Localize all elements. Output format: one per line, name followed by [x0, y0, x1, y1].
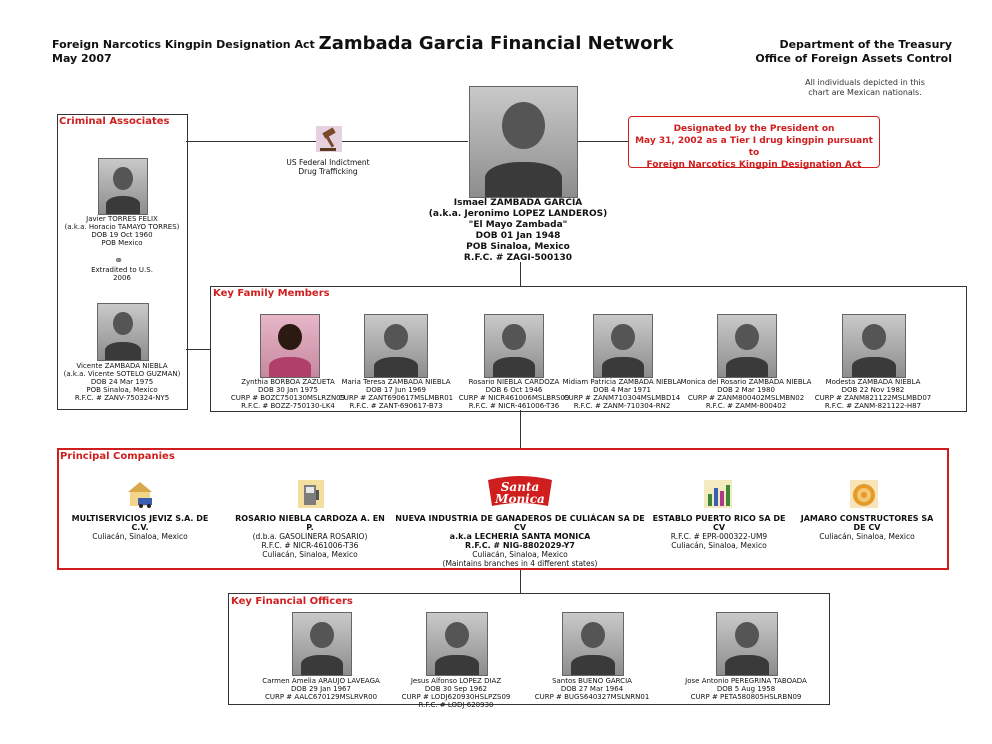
- family-member-curp: CURP # NICR461006MSLBRS09: [458, 394, 570, 402]
- kingpin-aka: (a.k.a. Jeronimo LOPEZ LANDEROS): [428, 209, 608, 219]
- extradition-line-1: Extradited to U.S.: [91, 266, 153, 274]
- officer-name: Santos BUENO GARCIA: [552, 677, 632, 685]
- family-member-dob: DOB 17 Jun 1969: [365, 386, 427, 394]
- family-member-curp: CURP # BOZC750130MSLRZN09: [230, 394, 346, 402]
- extradition-year: 2006: [113, 274, 131, 282]
- family-member-rfc: R.F.C. # ZANM-821122-H87: [824, 402, 922, 410]
- family-member-name: Zynthia BORBOA ZAZUETA: [241, 378, 335, 386]
- company-name: MULTISERVICIOS JEVIZ S.A. DE C.V.: [71, 514, 209, 532]
- officer-caption: [258, 677, 384, 701]
- company-location: Culiacán, Sinaloa, Mexico: [671, 541, 767, 550]
- connector-line: [576, 141, 628, 142]
- designation-line-1: Designated by the President on: [673, 124, 835, 134]
- kingpin-pob: POB Sinaloa, Mexico: [466, 242, 570, 252]
- agency-office: Office of Foreign Assets Control: [755, 52, 952, 65]
- family-member-dob: DOB 2 Mar 1980: [717, 386, 775, 394]
- associate-photo: [98, 158, 148, 215]
- family-member-caption: [680, 378, 812, 410]
- officer-caption: [394, 677, 518, 709]
- family-member-photo: [593, 314, 653, 378]
- officer-curp: CURP # BUGS640327MSLNRN01: [534, 693, 650, 701]
- financial-officers-title: Key Financial Officers: [231, 596, 353, 607]
- designation-line-2: May 31, 2002 as a Tier I drug kingpin pursuant to: [635, 136, 873, 158]
- designation-box: [628, 116, 880, 168]
- family-member-photo: [364, 314, 428, 378]
- associate-caption: [60, 215, 184, 247]
- company-name: JAMARO CONSTRUCTORES SA DE CV: [800, 514, 934, 532]
- indictment-line-1: US Federal Indictment: [286, 158, 370, 167]
- family-member-caption: [453, 378, 575, 410]
- family-member-dob: DOB 30 Jan 1975: [258, 386, 318, 394]
- company-caption: [62, 514, 218, 541]
- family-member-photo: [717, 314, 777, 378]
- act-name: Foreign Narcotics Kingpin Designation Act: [52, 38, 315, 51]
- family-member-curp: CURP # ZANT690617MSLMBR01: [338, 394, 454, 402]
- connector-line: [520, 262, 521, 286]
- officer-dob: DOB 30 Sep 1962: [424, 685, 488, 693]
- kingpin-photo: [469, 86, 578, 198]
- officer-rfc: R.F.C. # LODJ-620930: [418, 701, 494, 709]
- officer-photo: [426, 612, 488, 676]
- officer-name: Jose Antonio PEREGRINA TABOADA: [685, 677, 807, 685]
- extradition-note: [72, 266, 172, 282]
- designation-line-3: Foreign Narcotics Kingpin Designation Act: [646, 160, 862, 170]
- company-rfc: R.F.C. # NICR-461006-T36: [261, 541, 359, 550]
- company-location: Culiacán, Sinaloa, Mexico: [472, 550, 568, 559]
- company-name: ROSARIO NIEBLA CARDOZA A. EN P.: [235, 514, 385, 532]
- company-location: Culiacán, Sinaloa, Mexico: [819, 532, 915, 541]
- family-member-rfc: R.F.C. # NICR-461006-T36: [468, 402, 560, 410]
- officer-dob: DOB 5 Aug 1958: [716, 685, 776, 693]
- family-member-caption: [558, 378, 686, 410]
- company-location: Culiacán, Sinaloa, Mexico: [92, 532, 188, 541]
- family-member-caption: [224, 378, 352, 410]
- kingpin-name: Ismael ZAMBADA GARCIA: [453, 198, 583, 208]
- family-member-rfc: R.F.C. # ZANT-690617-B73: [349, 402, 443, 410]
- associate-photo: [97, 303, 149, 361]
- family-member-caption: [812, 378, 934, 410]
- officer-curp: CURP # AALC670129MSLRVR00: [264, 693, 378, 701]
- associate-name: Javier TORRES FELIX: [86, 215, 158, 223]
- indictment-line-2: Drug Trafficking: [298, 167, 358, 176]
- family-member-name: Rosario NIEBLA CARDOZA: [468, 378, 560, 386]
- company-branches: (Maintains branches in 4 different states): [442, 559, 598, 568]
- company-name: NUEVA INDUSTRIA DE GANADEROS DE CULIÁCAN SA DE CV: [395, 514, 645, 532]
- officer-photo: [292, 612, 352, 676]
- company-caption: [392, 514, 648, 568]
- family-member-curp: CURP # ZANM800402MSLMBN02: [687, 394, 805, 402]
- family-member-curp: CURP # ZANM710304MSLMBD14: [563, 394, 681, 402]
- family-member-dob: DOB 4 Mar 1971: [593, 386, 651, 394]
- logo-text-top: Santa: [500, 480, 540, 494]
- family-member-name: Maria Teresa ZAMBADA NIEBLA: [341, 378, 451, 386]
- family-member-photo: [842, 314, 906, 378]
- santa-monica-logo: [484, 474, 556, 510]
- associate-dob: DOB 24 Mar 1975: [90, 378, 154, 386]
- officer-name: Jesus Alfonso LOPEZ DIAZ: [410, 677, 502, 685]
- officer-curp: CURP # PETA580805HSLRBN09: [690, 693, 802, 701]
- agency-header: [755, 38, 952, 66]
- company-caption: [232, 514, 388, 559]
- shell-icon: [848, 478, 880, 510]
- company-rfc: R.F.C. # NIG-8802029-Y7: [465, 541, 575, 550]
- connector-line: [520, 410, 521, 448]
- company-caption: [794, 514, 940, 541]
- agency-dept: Department of the Treasury: [779, 38, 952, 51]
- family-member-dob: DOB 22 Nov 1982: [841, 386, 905, 394]
- officer-curp: CURP # LODJ620930HSLPZS09: [401, 693, 511, 701]
- family-member-name: Midiam Patricia ZAMBADA NIEBLA: [562, 378, 682, 386]
- officer-dob: DOB 27 Mar 1964: [560, 685, 624, 693]
- key-family-title: Key Family Members: [213, 288, 330, 299]
- associate-rfc: R.F.C. # ZANV-750324-NY5: [74, 394, 170, 402]
- officer-caption: [530, 677, 654, 701]
- company-aka: a.k.a LECHERIA SANTA MONICA: [449, 532, 591, 541]
- family-member-photo: [484, 314, 544, 378]
- indictment-label: [278, 158, 378, 176]
- family-member-curp: CURP # ZANM821122MSLMBD07: [814, 394, 932, 402]
- note-line-1: All individuals depicted in this: [805, 78, 925, 87]
- family-member-photo: [260, 314, 320, 378]
- kingpin-nickname: "El Mayo Zambada": [468, 220, 568, 230]
- connector-line: [520, 568, 521, 593]
- family-member-name: Modesta ZAMBADA NIEBLA: [825, 378, 921, 386]
- associate-caption: [60, 362, 184, 402]
- kingpin-dob: DOB 01 Jan 1948: [475, 231, 561, 241]
- associate-aka: (a.k.a. Horacio TAMAYO TORRES): [64, 223, 180, 231]
- connector-line: [186, 349, 210, 350]
- family-member-name: Monica del Rosario ZAMBADA NIEBLA: [680, 378, 812, 386]
- associate-name: Vicente ZAMBADA NIEBLA: [76, 362, 168, 370]
- logo-text-bottom: Monica: [495, 492, 545, 506]
- officer-name: Carmen Amelia ARAUJO LAVEAGA: [262, 677, 380, 685]
- gas-station-icon: [296, 478, 326, 510]
- principal-companies-title: Principal Companies: [60, 451, 175, 462]
- kingpin-rfc: R.F.C. # ZAGI-500130: [463, 253, 573, 263]
- associate-aka: (a.k.a. Vicente SOTELO GUZMAN): [63, 370, 181, 378]
- family-member-rfc: R.F.C. # ZAMM-800402: [705, 402, 787, 410]
- company-caption: [650, 514, 788, 550]
- kingpin-caption: [398, 198, 638, 264]
- act-date: May 2007: [52, 52, 112, 65]
- company-name: ESTABLO PUERTO RICO SA DE CV: [652, 514, 786, 532]
- truck-icon: [124, 478, 156, 510]
- company-location: Culiacán, Sinaloa, Mexico: [262, 550, 358, 559]
- nationality-note: [780, 78, 950, 98]
- page-title: Zambada Garcia Financial Network: [318, 33, 674, 54]
- company-rfc: R.F.C. # EPR-000322-UM9: [670, 532, 768, 541]
- handcuffs-icon: ⚭: [114, 254, 124, 267]
- criminal-associates-title: Criminal Associates: [59, 116, 170, 127]
- officer-caption: [680, 677, 812, 701]
- family-member-rfc: R.F.C. # ZANM-710304-RN2: [573, 402, 671, 410]
- associate-dob: DOB 19 Oct 1960: [91, 231, 153, 239]
- note-line-2: chart are Mexican nationals.: [808, 88, 922, 97]
- officer-photo: [716, 612, 778, 676]
- associate-pob: POB Mexico: [101, 239, 143, 247]
- family-member-rfc: R.F.C. # BOZZ-750130-LK4: [241, 402, 335, 410]
- officer-dob: DOB 29 Jan 1967: [291, 685, 351, 693]
- associate-pob: POB Sinaloa, Mexico: [86, 386, 158, 394]
- gavel-icon: [314, 124, 344, 154]
- family-member-caption: [335, 378, 457, 410]
- family-member-dob: DOB 6 Oct 1946: [485, 386, 543, 394]
- chart-icon: [702, 478, 734, 510]
- officer-photo: [562, 612, 624, 676]
- company-dba: (d.b.a. GASOLINERA ROSARIO): [252, 532, 368, 541]
